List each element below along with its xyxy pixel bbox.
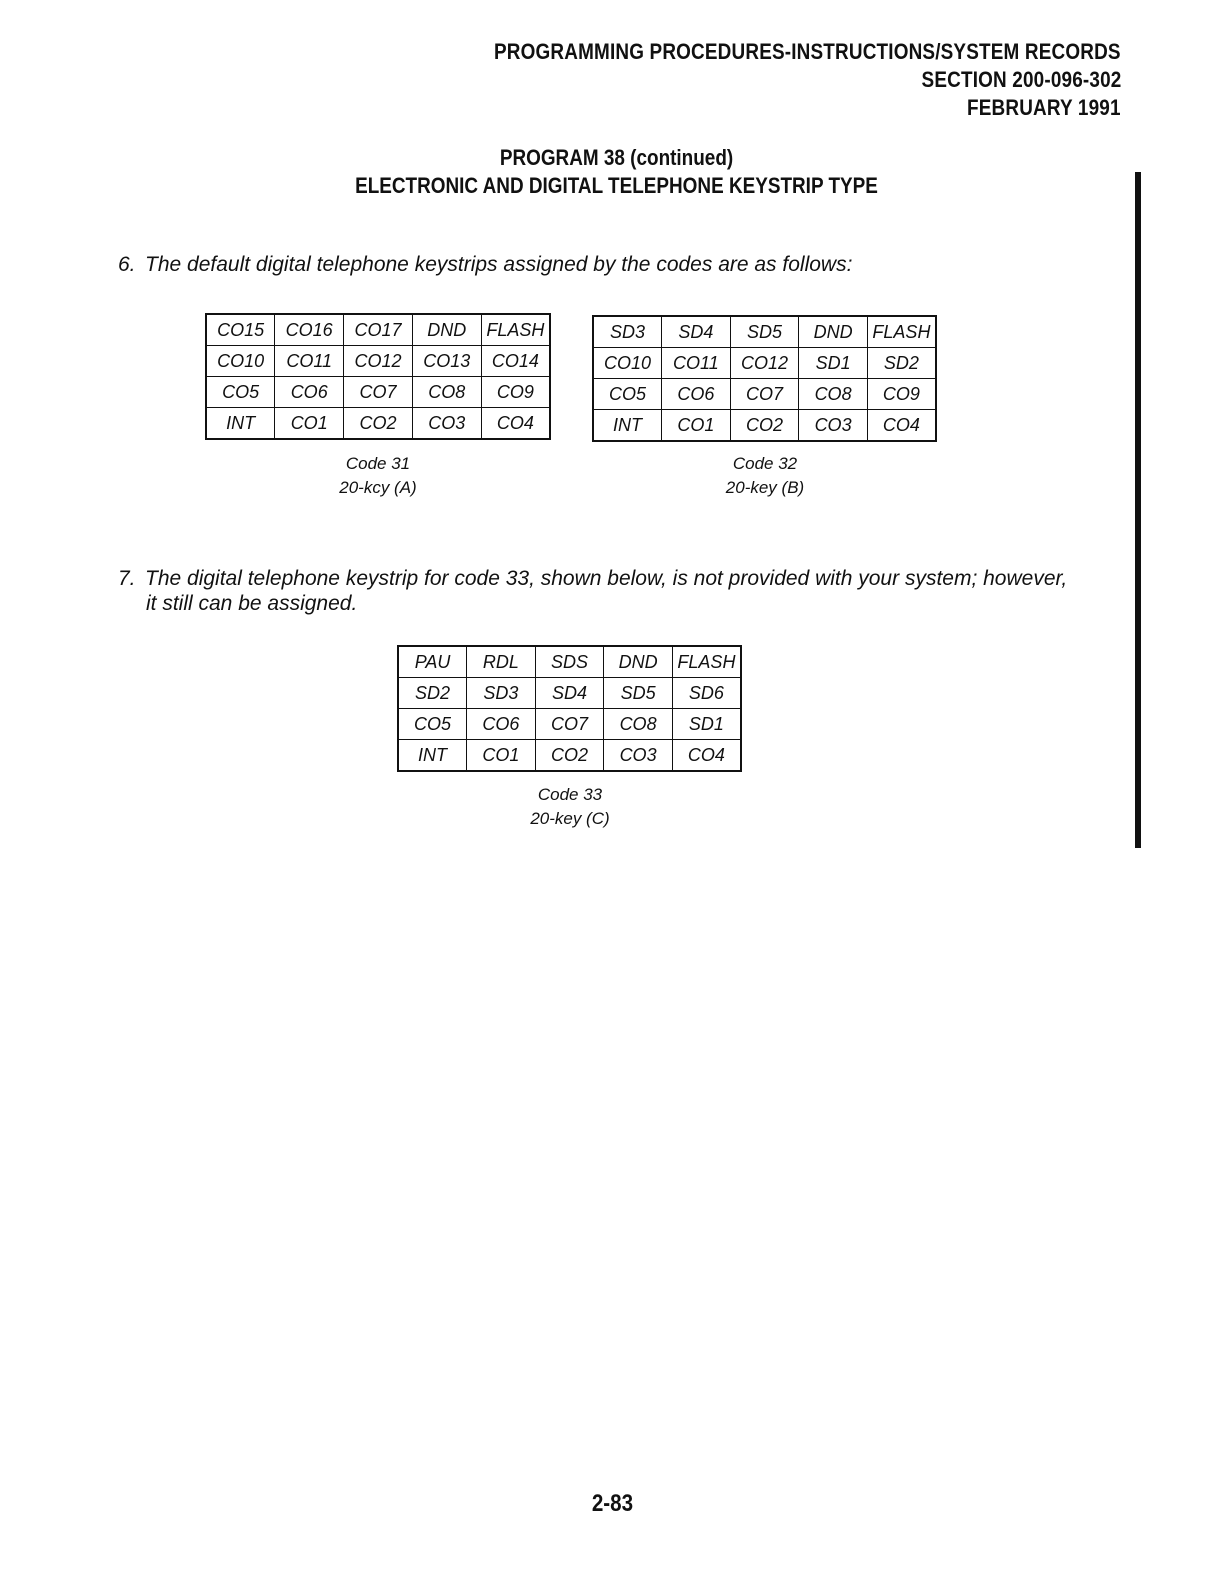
caption-code-32-subtitle: 20-key (B) <box>725 478 805 497</box>
key-cell: CO4 <box>672 740 741 772</box>
key-cell: FLASH <box>481 314 550 346</box>
key-cell: SD5 <box>604 678 673 709</box>
keystrip-row <box>206 408 550 440</box>
key-cell: CO1 <box>467 740 536 772</box>
key-cell: CO14 <box>481 346 550 377</box>
key-cell: DND <box>604 646 673 678</box>
item-6-number: 6. <box>118 253 136 276</box>
header-line-2: SECTION 200-096-302 <box>921 67 1121 92</box>
keystrip-code-32 <box>592 315 937 442</box>
keystrip-row <box>593 379 936 410</box>
item-7 <box>118 566 1067 616</box>
caption-code-32-title: Code 32 <box>732 454 798 473</box>
key-cell: CO11 <box>275 346 344 377</box>
key-cell: CO3 <box>799 410 868 442</box>
header-line-1: PROGRAMMING PROCEDURES-INSTRUCTIONS/SYSTEM RECORDS <box>494 39 1121 64</box>
key-cell: SD3 <box>593 316 662 348</box>
key-cell: CO4 <box>481 408 550 440</box>
caption-code-33-title: Code 33 <box>537 785 603 804</box>
key-cell: FLASH <box>672 646 741 678</box>
key-cell: CO7 <box>535 709 604 740</box>
keystrip-row <box>206 314 550 346</box>
key-cell: SD4 <box>662 316 731 348</box>
key-cell: CO8 <box>799 379 868 410</box>
page-number: 2-83 <box>591 1490 634 1517</box>
key-cell: CO2 <box>535 740 604 772</box>
item-6 <box>118 252 852 277</box>
keystrip-row <box>398 678 741 709</box>
keystrip-row <box>398 740 741 772</box>
key-cell: CO3 <box>412 408 481 440</box>
keystrip-code-33 <box>397 645 742 772</box>
key-cell: RDL <box>467 646 536 678</box>
caption-code-31-title: Code 31 <box>345 454 411 473</box>
key-cell: CO9 <box>481 377 550 408</box>
keystrip-row <box>593 348 936 379</box>
keystrip-row <box>206 346 550 377</box>
key-cell: SD2 <box>867 348 936 379</box>
program-subtitle: ELECTRONIC AND DIGITAL TELEPHONE KEYSTRIP TYPE <box>355 173 878 198</box>
key-cell: CO7 <box>344 377 413 408</box>
item-7-text-line-1: The digital telephone keystrip for code 33, shown below, is not provided with your system; however, <box>145 567 1068 590</box>
key-cell: CO17 <box>344 314 413 346</box>
keystrip-row <box>593 316 936 348</box>
caption-code-33 <box>470 783 670 831</box>
key-cell: CO6 <box>662 379 731 410</box>
key-cell: SD5 <box>730 316 799 348</box>
key-cell: INT <box>206 408 275 440</box>
key-cell: CO4 <box>867 410 936 442</box>
keystrip-code-31 <box>205 313 551 440</box>
key-cell: INT <box>593 410 662 442</box>
revision-bar <box>1135 172 1141 848</box>
key-cell: PAU <box>398 646 467 678</box>
item-7-text-line-2: it still can be assigned. <box>146 592 358 615</box>
item-6-text: The default digital telephone keystrips assigned by the codes are as follows: <box>145 253 853 276</box>
key-cell: CO16 <box>275 314 344 346</box>
key-cell: CO8 <box>412 377 481 408</box>
key-cell: CO5 <box>206 377 275 408</box>
key-cell: CO9 <box>867 379 936 410</box>
key-cell: SD6 <box>672 678 741 709</box>
caption-code-32 <box>665 452 865 500</box>
caption-code-31 <box>278 452 478 500</box>
key-cell: SD1 <box>799 348 868 379</box>
key-cell: CO6 <box>467 709 536 740</box>
key-cell: CO13 <box>412 346 481 377</box>
key-cell: INT <box>398 740 467 772</box>
key-cell: CO10 <box>593 348 662 379</box>
key-cell: DND <box>412 314 481 346</box>
key-cell: SD3 <box>467 678 536 709</box>
keystrip-row <box>398 709 741 740</box>
key-cell: CO7 <box>730 379 799 410</box>
key-cell: CO5 <box>398 709 467 740</box>
key-cell: CO10 <box>206 346 275 377</box>
caption-code-33-subtitle: 20-key (C) <box>530 809 610 828</box>
keystrip-row <box>398 646 741 678</box>
key-cell: CO8 <box>604 709 673 740</box>
key-cell: CO1 <box>275 408 344 440</box>
key-cell: CO11 <box>662 348 731 379</box>
key-cell: CO5 <box>593 379 662 410</box>
key-cell: SD1 <box>672 709 741 740</box>
keystrip-row <box>206 377 550 408</box>
key-cell: SD2 <box>398 678 467 709</box>
key-cell: SD4 <box>535 678 604 709</box>
key-cell: SDS <box>535 646 604 678</box>
key-cell: CO2 <box>730 410 799 442</box>
key-cell: DND <box>799 316 868 348</box>
key-cell: CO6 <box>275 377 344 408</box>
key-cell: CO1 <box>662 410 731 442</box>
header-line-3: FEBRUARY 1991 <box>967 95 1121 120</box>
key-cell: CO12 <box>730 348 799 379</box>
key-cell: CO15 <box>206 314 275 346</box>
program-title: PROGRAM 38 (continued) <box>499 145 734 170</box>
caption-code-31-subtitle: 20-kcy (A) <box>339 478 417 497</box>
item-7-number: 7. <box>118 567 136 590</box>
key-cell: FLASH <box>867 316 936 348</box>
key-cell: CO2 <box>344 408 413 440</box>
key-cell: CO12 <box>344 346 413 377</box>
key-cell: CO3 <box>604 740 673 772</box>
keystrip-row <box>593 410 936 442</box>
